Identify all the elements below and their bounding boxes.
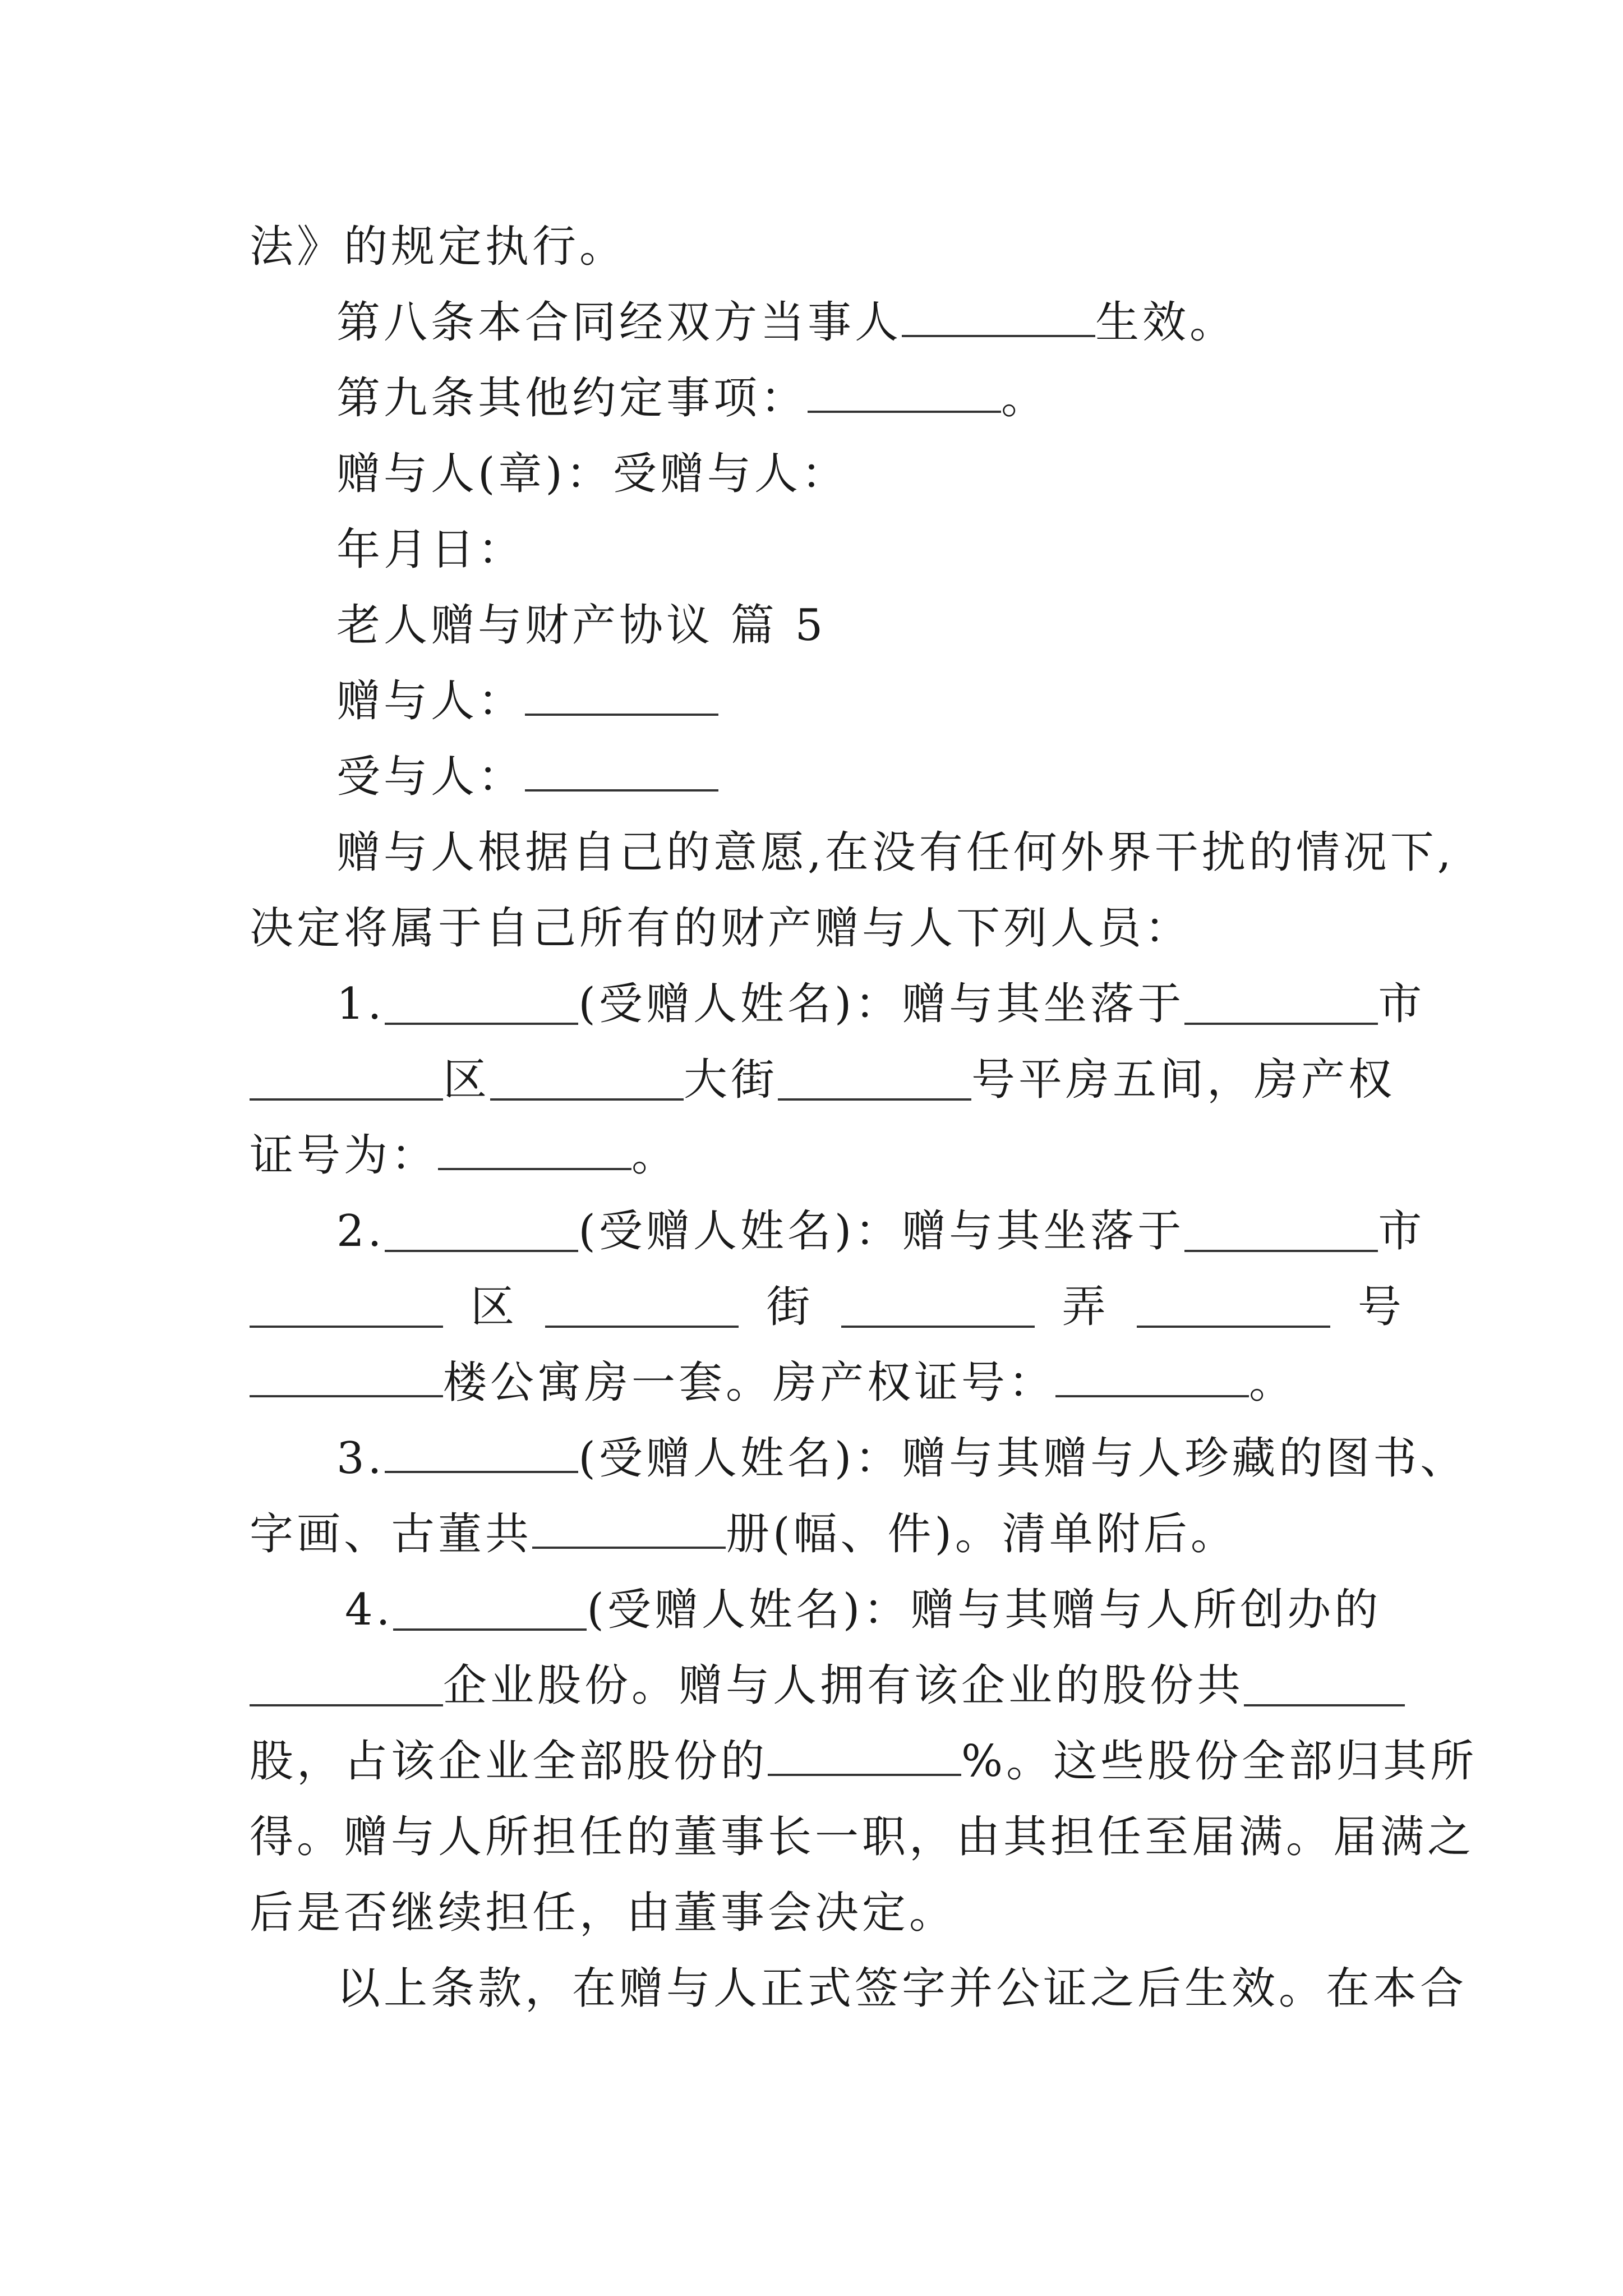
fill-blank[interactable] — [1184, 1211, 1378, 1252]
text-line: 后是否继续担任，由董事会决定。 — [250, 1888, 957, 1938]
recipient-blank[interactable] — [525, 753, 718, 792]
text-line: 区 街 弄 号 — [250, 1268, 1405, 1346]
section-heading: 老人赠与财产协议 篇 5 — [336, 600, 827, 651]
fill-blank[interactable] — [250, 1359, 443, 1397]
text-line: 字画、古董共 册(幅、件)。清单附后。 — [250, 1509, 1238, 1559]
fill-blank[interactable] — [250, 1286, 443, 1328]
fill-blank[interactable] — [385, 1435, 578, 1473]
fill-blank[interactable] — [250, 1665, 443, 1706]
fill-blank[interactable] — [841, 1286, 1035, 1328]
fill-blank[interactable] — [1244, 1665, 1405, 1706]
article-9-line: 第九条其他约定事项： 。 — [336, 373, 1049, 424]
article-8-line: 第八条本合同经双方当事人 生效。 — [336, 297, 1237, 348]
fill-blank[interactable] — [768, 1738, 961, 1776]
fill-blank[interactable] — [385, 983, 578, 1025]
item-2-line: 2. (受赠人姓名)：赠与其坐落于 市 — [336, 1206, 1426, 1257]
text-line: 楼公寓房一套。房产权证号： 。 — [250, 1343, 1405, 1422]
fill-blank[interactable] — [1184, 983, 1378, 1025]
fill-blank[interactable] — [778, 1059, 971, 1101]
fill-blank[interactable] — [1137, 1286, 1330, 1328]
text-line: 以上条款，在赠与人正式签字并公证之后生效。在本合 — [336, 1963, 1468, 2014]
text-line: 股，占该企业全部股份的 %。这些股份全部归其所 — [250, 1736, 1478, 1787]
donor-line: 赠与人： — [336, 662, 1405, 740]
fill-blank[interactable] — [393, 1589, 587, 1631]
fill-blank[interactable] — [902, 299, 1095, 337]
fill-blank[interactable] — [532, 1511, 726, 1549]
date-line: 年月日： — [336, 524, 525, 575]
recipient-line: 受与人： — [336, 738, 1405, 816]
donor-blank[interactable] — [525, 678, 718, 716]
text-line: 证号为： 。 — [250, 1130, 679, 1181]
text-line: 企业股份。赠与人拥有该企业的股份共 — [250, 1646, 1405, 1725]
fill-blank[interactable] — [808, 375, 1001, 413]
item-4-line: 4. (受赠人姓名)：赠与其赠与人所创办的 — [345, 1585, 1382, 1635]
text-line: 决定将属于自己所有的财产赠与人下列人员： — [250, 903, 1192, 954]
signature-line: 赠与人(章)：受赠与人： — [336, 449, 849, 499]
item-3-line: 3. (受赠人姓名)：赠与其赠与人珍藏的图书、 — [336, 1433, 1468, 1484]
fill-blank[interactable] — [385, 1211, 578, 1252]
text-line: 赠与人根据自己的意愿,在没有任何外界干扰的情况下, — [336, 827, 1455, 878]
fill-blank[interactable] — [545, 1286, 739, 1328]
text-line: 得。赠与人所担任的董事长一职，由其担任至届满。届满之 — [250, 1812, 1475, 1862]
fill-blank[interactable] — [1055, 1359, 1249, 1397]
fill-blank[interactable] — [438, 1132, 631, 1170]
item-1-line: 1. (受赠人姓名)：赠与其坐落于 市 — [336, 979, 1426, 1029]
fill-blank[interactable] — [490, 1059, 684, 1101]
text-line: 法》的规定执行。 — [250, 222, 627, 272]
fill-blank[interactable] — [250, 1059, 443, 1101]
text-line: 区 大街 号平房五间，房产权 — [250, 1041, 1405, 1119]
